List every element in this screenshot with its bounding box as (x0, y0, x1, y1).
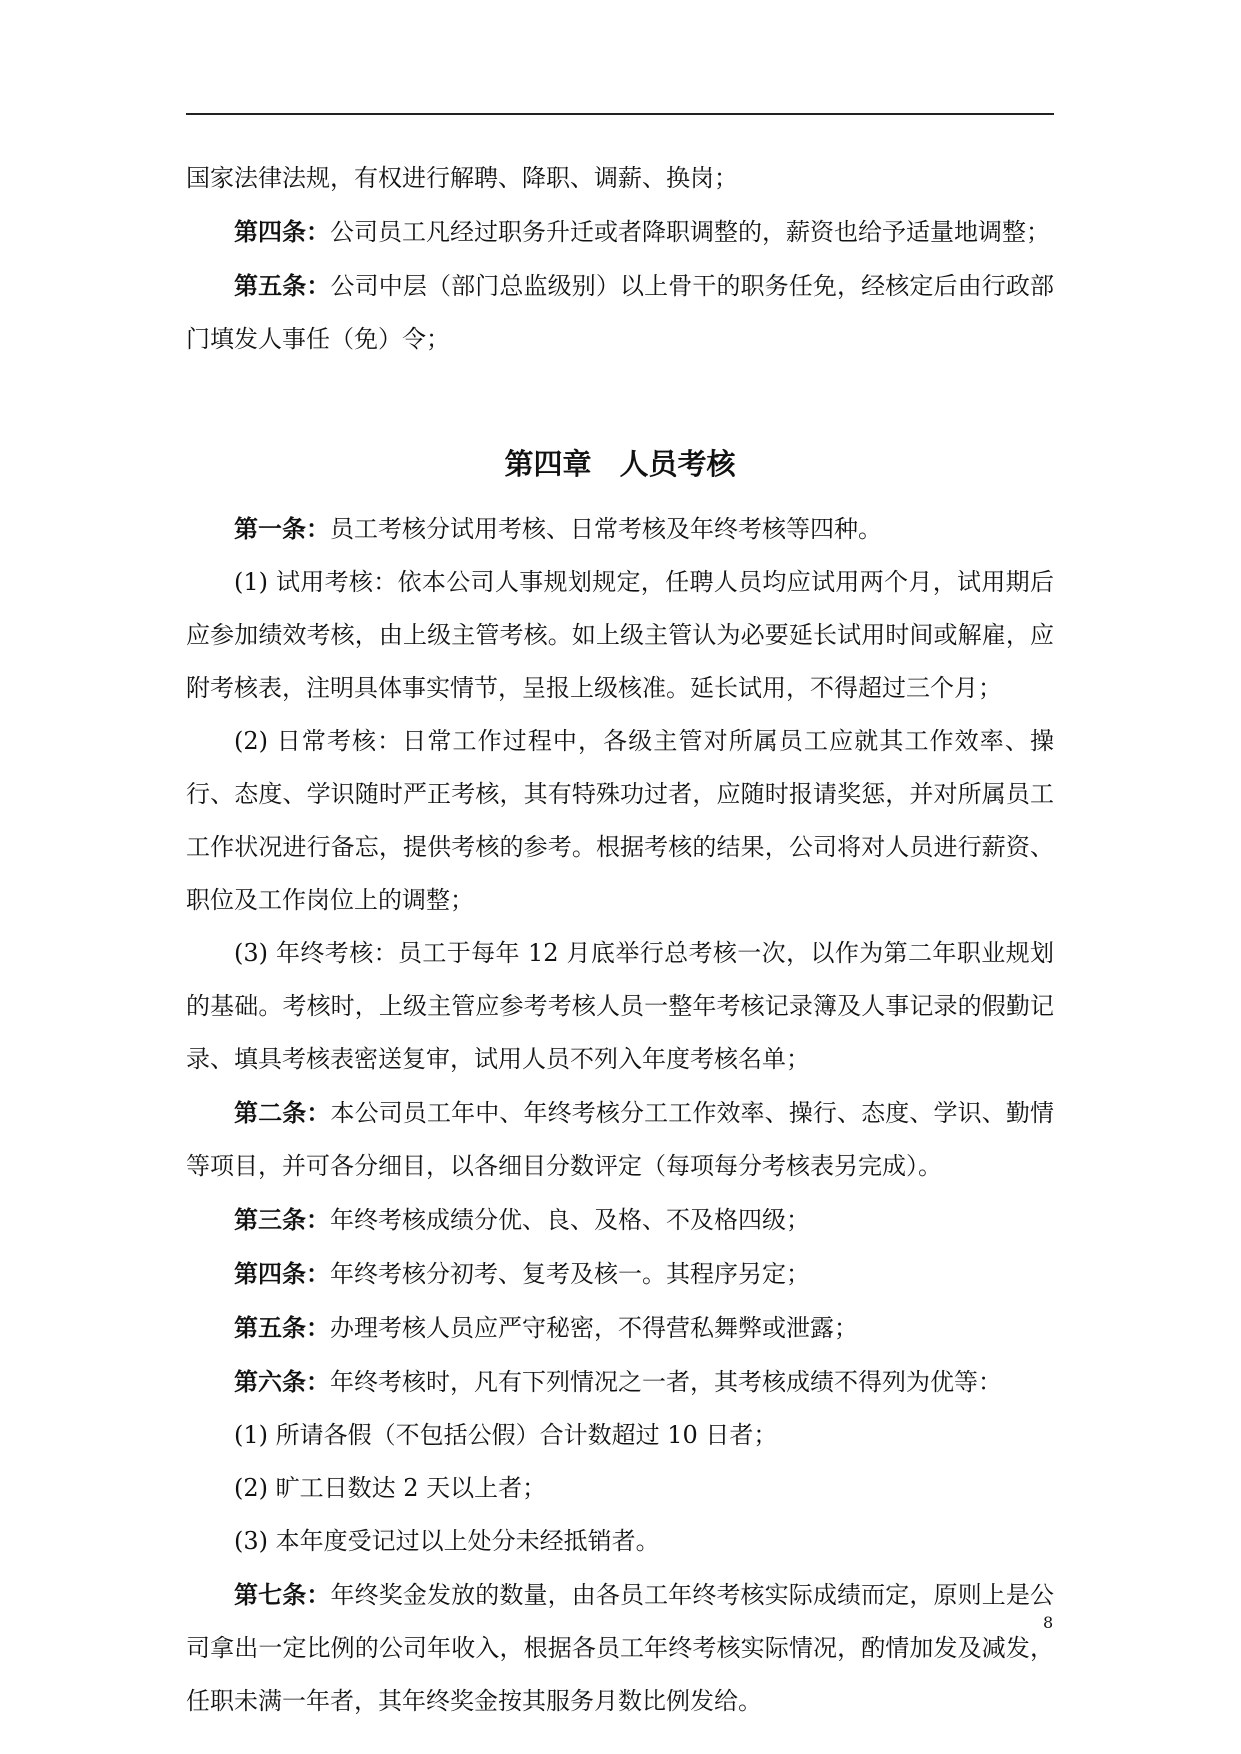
article-label: 第五条： (234, 271, 331, 300)
header-rule (186, 113, 1054, 115)
list-item: (2) 旷工日数达 2 天以上者； (234, 1474, 547, 1502)
chapter-number: 第四章 (504, 447, 592, 481)
list-item: (1) 试用考核：依本公司人事规划规定，任聘人员均应试用两个月，试用期后应参加绩效考核，由上级主管考核。如上级主管认为必要延长试用时间或解雇，应附考核表，注明具体事实情节，呈报上级核准。延长试用，不得超过三个月； (186, 568, 1054, 702)
list-item: (2) 日常考核：日常工作过程中，各级主管对所属员工应就其工作效率、操行、态度、学识随时严正考核，其有特殊功过者，应随时报请奖惩，并对所属员工工作状况进行备忘，提供考核的参考。根据考核的结果，公司将对人员进行薪资、职位及工作岗位上的调整； (186, 727, 1054, 914)
chapter-heading (186, 438, 1054, 490)
article-text: 公司中层（部门总监级别）以上骨干的职务任免，经核定后由行政部门填发人事任（免）令； (186, 272, 1055, 353)
article-text: 公司员工凡经过职务升迁或者降职调整的，薪资也给予适量地调整； (330, 218, 1050, 246)
article-5-prev (186, 259, 1054, 366)
article-5 (186, 1301, 1054, 1355)
article-text: 年终奖金发放的数量，由各员工年终考核实际成绩而定，原则上是公司拿出一定比例的公司年收入，根据各员工年终考核实际情况，酌情加发及减发，任职未满一年者，其年终奖金按其服务月数比例发给。 (186, 1581, 1055, 1715)
article-label: 第四条： (234, 1259, 330, 1288)
document-body (186, 152, 1054, 1728)
list-item: (3) 本年度受记过以上处分未经抵销者。 (234, 1527, 660, 1555)
article-3 (186, 1193, 1054, 1247)
article-4-prev (186, 205, 1054, 259)
article-1 (186, 502, 1054, 556)
article-6 (186, 1355, 1054, 1409)
article-label: 第二条： (234, 1098, 331, 1127)
article-4 (186, 1247, 1054, 1301)
article-label: 第六条： (234, 1367, 330, 1396)
article-text: 年终考核时，凡有下列情况之一者，其考核成绩不得列为优等： (330, 1368, 1002, 1396)
article-label: 第一条： (234, 514, 330, 543)
article-text: 年终考核成绩分优、良、及格、不及格四级； (330, 1206, 810, 1234)
list-item: (3) 年终考核：员工于每年 12 月底举行总考核一次，以作为第二年职业规划的基础。考核时，上级主管应参考考核人员一整年考核记录簿及人事记录的假勤记录、填具考核表密送复审，试用人员不列入年度考核名单； (186, 939, 1054, 1073)
list-item: (1) 所请各假（不包括公假）合计数超过 10 日者； (234, 1421, 778, 1449)
continued-paragraph: 国家法律法规，有权进行解聘、降职、调薪、换岗； (186, 164, 738, 192)
chapter-title: 人员考核 (619, 447, 736, 481)
article-text: 本公司员工年中、年终考核分工工作效率、操行、态度、学识、勤情等项目，并可各分细目，以各细目分数评定（每项每分考核表另完成）。 (186, 1099, 1055, 1180)
article-7 (186, 1568, 1054, 1728)
article-label: 第五条： (234, 1313, 330, 1342)
article-label: 第七条： (234, 1580, 331, 1609)
article-text: 年终考核分初考、复考及核一。其程序另定； (330, 1260, 810, 1288)
page-number: 8 (1043, 1613, 1054, 1632)
article-text: 办理考核人员应严守秘密，不得营私舞弊或泄露； (330, 1314, 858, 1342)
article-text: 员工考核分试用考核、日常考核及年终考核等四种。 (330, 515, 882, 543)
article-label: 第四条： (234, 217, 330, 246)
article-label: 第三条： (234, 1205, 330, 1234)
article-2 (186, 1086, 1054, 1193)
